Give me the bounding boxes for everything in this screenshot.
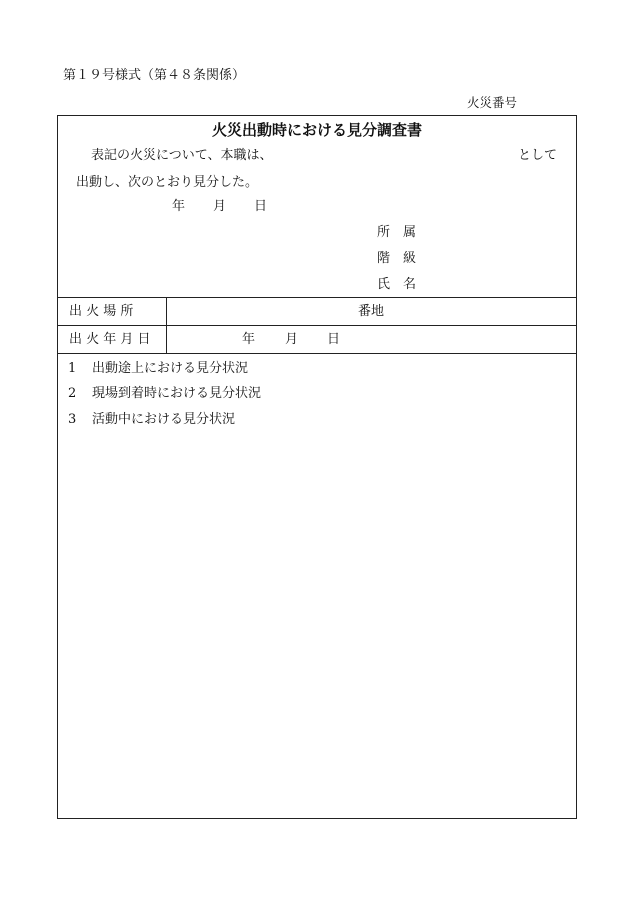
report-date-month: 月	[213, 199, 227, 214]
item-text: 現場到着時における見分状況	[92, 386, 262, 401]
intro-line-1-end: として	[518, 148, 558, 163]
table-mid-rule	[58, 325, 576, 326]
table-top-rule	[58, 297, 576, 298]
list-item	[68, 387, 261, 400]
table-column-divider	[166, 297, 167, 353]
fire-number-label: 火災番号	[467, 95, 518, 110]
table-bottom-rule	[58, 353, 576, 354]
report-date-year: 年	[172, 199, 186, 214]
fire-date-year: 年	[242, 332, 256, 347]
item-text: 活動中における見分状況	[92, 412, 236, 427]
item-number: 3	[68, 412, 77, 427]
name-label: 氏 名	[377, 277, 417, 292]
form-number: 第１９号様式（第４８条関係）	[63, 68, 246, 83]
report-form	[57, 115, 577, 819]
item-text: 出動途上における見分状況	[92, 361, 249, 376]
intro-line-2: 出動し、次のとおり見分した。	[76, 175, 259, 190]
fire-date-label: 出 火 年 月 日	[69, 332, 151, 347]
item-number: 1	[68, 361, 77, 376]
intro-line-1: 表記の火災について、本職は、	[91, 148, 273, 163]
location-value: 番地	[358, 304, 385, 319]
affiliation-label: 所 属	[377, 225, 417, 240]
fire-date-day: 日	[327, 332, 341, 347]
fire-date-month: 月	[285, 332, 299, 347]
report-date	[172, 200, 267, 213]
form-title: 火災出動時における見分調査書	[211, 121, 422, 139]
list-item	[68, 413, 235, 426]
rank-label: 階 級	[377, 251, 417, 266]
list-item	[68, 362, 248, 375]
item-number: 2	[68, 386, 77, 401]
location-label: 出 火 場 所	[69, 304, 134, 319]
report-date-day: 日	[254, 199, 268, 214]
